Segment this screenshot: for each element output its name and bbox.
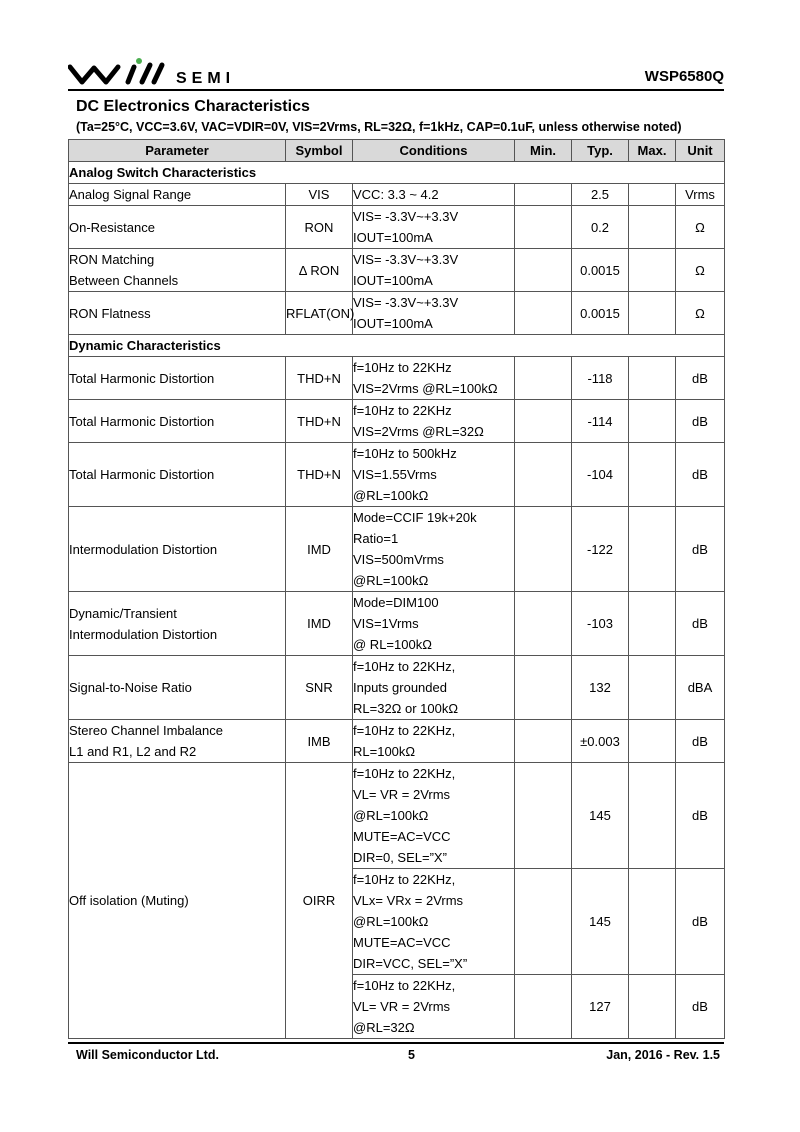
min-cell (515, 400, 572, 443)
conditions-cell (353, 443, 515, 507)
conditions-cell (353, 869, 515, 975)
column-header: Unit (676, 140, 725, 162)
table-row (69, 507, 725, 592)
typ-cell: 145 (572, 763, 629, 869)
symbol-cell: RFLAT(ON) (286, 292, 353, 335)
conditions-cell (353, 357, 515, 400)
condition-line: VL= VR = 2Vrms (353, 787, 451, 802)
symbol-cell: THD+N (286, 357, 353, 400)
condition-line: VIS=1Vrms (353, 616, 419, 631)
typ-cell: -118 (572, 357, 629, 400)
condition-line: RL=100kΩ (353, 744, 416, 759)
table-row (69, 400, 725, 443)
test-conditions: (Ta=25°C, VCC=3.6V, VAC=VDIR=0V, VIS=2Vrms, RL=32Ω, f=1kHz, CAP=0.1uF, unless otherwise noted) (76, 120, 682, 134)
unit-cell: dB (676, 443, 725, 507)
min-cell (515, 720, 572, 763)
max-cell (629, 357, 676, 400)
min-cell (515, 292, 572, 335)
column-header: Typ. (572, 140, 629, 162)
section-title: DC Electronics Characteristics (76, 98, 310, 115)
unit-cell: Ω (676, 292, 725, 335)
typ-cell: -122 (572, 507, 629, 592)
conditions-cell (353, 975, 515, 1039)
parameter-cell (69, 184, 286, 206)
max-cell (629, 249, 676, 292)
parameter-text: RON Matching (69, 252, 155, 267)
condition-line: @RL=100kΩ (353, 914, 429, 929)
min-cell (515, 206, 572, 249)
condition-line: f=10Hz to 500kHz (353, 446, 457, 461)
table-row (69, 184, 725, 206)
table-row (69, 656, 725, 720)
typ-cell: 2.5 (572, 184, 629, 206)
max-cell (629, 292, 676, 335)
typ-cell: -103 (572, 592, 629, 656)
condition-line: @RL=100kΩ (353, 808, 429, 823)
parameter-text: Total Harmonic Distortion (69, 370, 215, 386)
condition-line: f=10Hz to 22KHz (353, 403, 452, 418)
condition-line: RL=32Ω or 100kΩ (353, 701, 459, 716)
condition-line: f=10Hz to 22KHz, (353, 872, 456, 887)
parameter-cell (69, 720, 286, 763)
condition-line: Mode=CCIF 19k+20k (353, 510, 477, 525)
unit-cell: Vrms (676, 184, 725, 206)
condition-line: VCC: 3.3 ~ 4.2 (353, 187, 439, 202)
max-cell (629, 656, 676, 720)
table-row (69, 592, 725, 656)
unit-cell: dB (676, 400, 725, 443)
table-row (69, 249, 725, 292)
condition-line: DIR=0, SEL=”X” (353, 850, 447, 865)
brand-wordmark: SEMI (176, 70, 236, 87)
max-cell (629, 400, 676, 443)
condition-line: @ RL=100kΩ (353, 637, 432, 652)
parameter-text: Analog Signal Range (69, 187, 192, 202)
condition-line: VIS= -3.3V~+3.3V (353, 209, 459, 224)
table-row (69, 763, 725, 869)
condition-line: VL= VR = 2Vrms (353, 999, 451, 1014)
unit-cell: dB (676, 507, 725, 592)
symbol-cell: SNR (286, 656, 353, 720)
max-cell (629, 720, 676, 763)
parameter-cell (69, 400, 286, 443)
typ-cell: 132 (572, 656, 629, 720)
condition-line: f=10Hz to 22KHz, (353, 723, 456, 738)
condition-line: Mode=DIM100 (353, 595, 439, 610)
condition-line: IOUT=100mA (353, 273, 433, 288)
unit-cell: dB (676, 720, 725, 763)
typ-cell: 0.0015 (572, 249, 629, 292)
document-id: WSP6580Q (644, 68, 724, 85)
footer-date-revision: Jan, 2016 - Rev. 1.5 (606, 1048, 720, 1062)
conditions-cell (353, 184, 515, 206)
parameter-cell (69, 249, 286, 292)
column-header: Symbol (286, 140, 353, 162)
footer-divider (68, 1042, 724, 1044)
condition-line: IOUT=100mA (353, 230, 433, 245)
parameter-text: Intermodulation Distortion (69, 541, 218, 557)
will-semi-logo-icon (68, 58, 268, 88)
table-row (69, 357, 725, 400)
parameter-cell (69, 507, 286, 592)
condition-line: VIS=1.55Vrms (353, 467, 437, 482)
condition-line: MUTE=AC=VCC (353, 829, 451, 844)
conditions-cell (353, 507, 515, 592)
condition-line: VIS=500mVrms (353, 552, 444, 567)
min-cell (515, 249, 572, 292)
parameter-text: On-Resistance (69, 219, 155, 235)
parameter-text: Signal-to-Noise Ratio (69, 680, 192, 695)
parameter-text: RON Flatness (69, 305, 151, 321)
min-cell (515, 975, 572, 1039)
min-cell (515, 357, 572, 400)
column-header: Min. (515, 140, 572, 162)
column-header: Max. (629, 140, 676, 162)
condition-line: IOUT=100mA (353, 316, 433, 331)
max-cell (629, 206, 676, 249)
table-header-row (69, 140, 725, 162)
max-cell (629, 443, 676, 507)
condition-line: @RL=100kΩ (353, 488, 429, 503)
symbol-cell: OIRR (286, 763, 353, 1039)
symbol-cell: THD+N (286, 400, 353, 443)
column-header: Parameter (69, 140, 286, 162)
min-cell (515, 656, 572, 720)
parameter-cell (69, 206, 286, 249)
min-cell (515, 592, 572, 656)
condition-line: f=10Hz to 22KHz (353, 360, 452, 375)
condition-line: DIR=VCC, SEL=”X” (353, 956, 468, 971)
condition-line: VLx= VRx = 2Vrms (353, 893, 464, 908)
parameter-cell: Off isolation (Muting) (69, 763, 286, 1039)
symbol-cell: Δ RON (286, 249, 353, 292)
parameter-cell (69, 656, 286, 720)
footer-company: Will Semiconductor Ltd. (76, 1048, 219, 1062)
parameter-text: Total Harmonic Distortion (69, 467, 215, 482)
min-cell (515, 443, 572, 507)
condition-line: f=10Hz to 22KHz, (353, 978, 456, 993)
typ-cell: 145 (572, 869, 629, 975)
max-cell (629, 869, 676, 975)
symbol-cell: IMB (286, 720, 353, 763)
condition-line: @RL=100kΩ (353, 573, 429, 588)
condition-line: VIS=2Vrms @RL=32Ω (353, 424, 484, 439)
conditions-cell (353, 763, 515, 869)
conditions-cell (353, 292, 515, 335)
max-cell (629, 507, 676, 592)
section-heading: Analog Switch Characteristics (69, 162, 725, 184)
parameter-text: Between Channels (69, 273, 179, 288)
typ-cell: ±0.003 (572, 720, 629, 763)
condition-line: f=10Hz to 22KHz, (353, 659, 456, 674)
max-cell (629, 763, 676, 869)
parameter-cell (69, 443, 286, 507)
symbol-cell: THD+N (286, 443, 353, 507)
condition-line: Ratio=1 (353, 531, 399, 546)
parameter-cell (69, 592, 286, 656)
conditions-cell (353, 206, 515, 249)
dc-characteristics-table (68, 139, 725, 1039)
min-cell (515, 507, 572, 592)
parameter-text: Dynamic/Transient (69, 605, 177, 621)
condition-line: VIS=2Vrms @RL=100kΩ (353, 381, 498, 396)
symbol-cell: RON (286, 206, 353, 249)
unit-cell: Ω (676, 249, 725, 292)
parameter-text: Total Harmonic Distortion (69, 413, 215, 429)
conditions-cell (353, 400, 515, 443)
typ-cell: 0.2 (572, 206, 629, 249)
typ-cell: -104 (572, 443, 629, 507)
unit-cell: dB (676, 357, 725, 400)
unit-cell: dB (676, 763, 725, 869)
min-cell (515, 184, 572, 206)
typ-cell: 0.0015 (572, 292, 629, 335)
condition-line: MUTE=AC=VCC (353, 935, 451, 950)
parameter-cell (69, 357, 286, 400)
condition-line: VIS= -3.3V~+3.3V (353, 252, 459, 267)
max-cell (629, 184, 676, 206)
parameter-cell (69, 292, 286, 335)
table-section-row (69, 335, 725, 357)
column-header: Conditions (353, 140, 515, 162)
conditions-cell (353, 720, 515, 763)
condition-line: @RL=32Ω (353, 1020, 415, 1035)
header-divider (68, 89, 724, 91)
parameter-text: Intermodulation Distortion (69, 626, 218, 642)
condition-line: f=10Hz to 22KHz, (353, 766, 456, 781)
min-cell (515, 869, 572, 975)
typ-cell: 127 (572, 975, 629, 1039)
max-cell (629, 975, 676, 1039)
unit-cell: dB (676, 869, 725, 975)
table-row (69, 206, 725, 249)
symbol-cell: IMD (286, 507, 353, 592)
unit-cell: dB (676, 592, 725, 656)
unit-cell: Ω (676, 206, 725, 249)
table-section-row (69, 162, 725, 184)
symbol-cell: VIS (286, 184, 353, 206)
parameter-text: Stereo Channel Imbalance (69, 723, 223, 738)
unit-cell: dB (676, 975, 725, 1039)
conditions-cell (353, 592, 515, 656)
page-number: 5 (408, 1048, 415, 1062)
symbol-cell: IMD (286, 592, 353, 656)
table-row (69, 292, 725, 335)
parameter-text: L1 and R1, L2 and R2 (69, 744, 197, 759)
table-row (69, 443, 725, 507)
condition-line: VIS= -3.3V~+3.3V (353, 295, 459, 310)
table-row (69, 720, 725, 763)
max-cell (629, 592, 676, 656)
unit-cell: dBA (676, 656, 725, 720)
min-cell (515, 763, 572, 869)
conditions-cell (353, 249, 515, 292)
conditions-cell (353, 656, 515, 720)
typ-cell: -114 (572, 400, 629, 443)
condition-line: Inputs grounded (353, 680, 447, 695)
section-heading: Dynamic Characteristics (69, 335, 725, 357)
